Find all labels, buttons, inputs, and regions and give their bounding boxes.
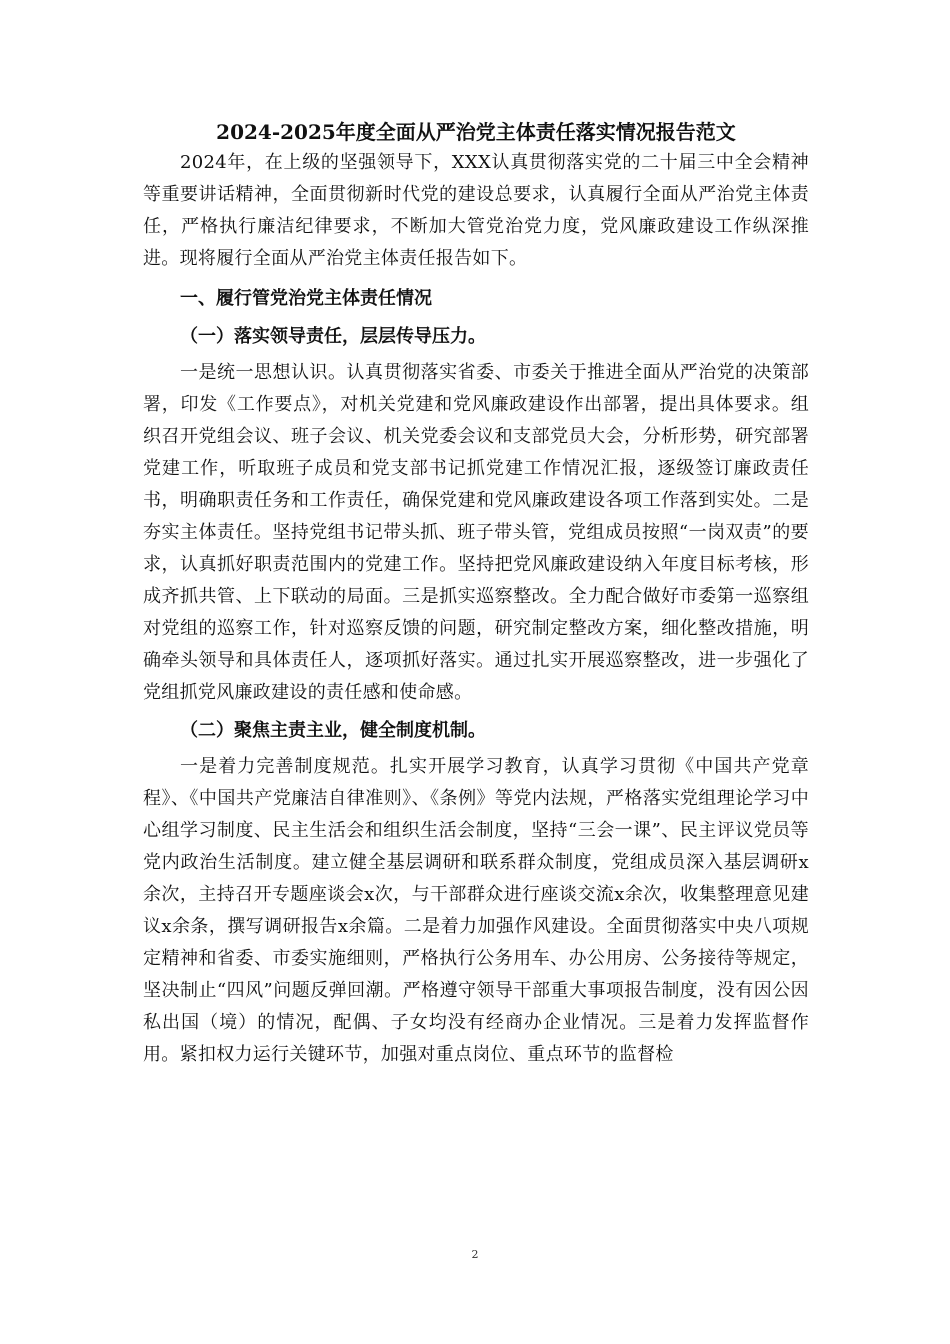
document-title: 2024-2025年度全面从严治党主体责任落实情况报告范文 (216, 120, 736, 144)
subsection-body-2: 一是着力完善制度规范。扎实开展学习教育，认真学习贯彻《中国共产党章程》、《中国共产党廉洁自律准则》、《条例》等党内法规，严格落实党组理论学习中心组学习制度、民主生活会和组织生活会制度，坚持“三会一课”、民主评议党员等党内政治生活制度。建立健全基层调研和联系群众制度，党组成员深入基层调研x余次，主持召开专题座谈会x次，与干部群众进行座谈交流x余次，收集整理意见建议x余条，撰写调研报告x余篇。二是着力加强作风建设。全面贯彻落实中央八项规定精神和省委、市委实施细则，严格执行公务用车、办公用房、公务接待等规定，坚决制止“四风”问题反弹回潮。严格遵守领导干部重大事项报告制度，没有因公因私出国（境）的情况，配偶、子女均没有经商办企业情况。三是着力发挥监督作用。紧扣权力运行关键环节，加强对重点岗位、重点环节的监督检 (143, 756, 809, 1065)
subsection-heading-2: （二）聚焦主责主业，健全制度机制。 (180, 720, 486, 741)
document-page (143, 118, 809, 1071)
page-number: 2 (471, 1248, 479, 1261)
intro-paragraph: 2024年，在上级的坚强领导下，XXX认真贯彻落实党的二十届三中全会精神等重要讲话精神，全面贯彻新时代党的建设总要求，认真履行全面从严治党主体责任，严格执行廉洁纪律要求，不断加大管党治党力度，党风廉政建设工作纵深推进。现将履行全面从严治党主体责任报告如下。 (143, 152, 809, 269)
subsection-heading-1: （一）落实领导责任，层层传导压力。 (180, 326, 486, 347)
subsection-body-1: 一是统一思想认识。认真贯彻落实省委、市委关于推进全面从严治党的决策部署，印发《工作要点》，对机关党建和党风廉政建设作出部署，提出具体要求。组织召开党组会议、班子会议、机关党委会议和支部党员大会，分析形势，研究部署党建工作，听取班子成员和党支部书记抓党建工作情况汇报，逐级签订廉政责任书，明确职责任务和工作责任，确保党建和党风廉政建设各项工作落到实处。二是夯实主体责任。坚持党组书记带头抓、班子带头管，党组成员按照“一岗双责”的要求，认真抓好职责范围内的党建工作。坚持把党风廉政建设纳入年度目标考核，形成齐抓共管、上下联动的局面。三是抓实巡察整改。全力配合做好市委第一巡察组对党组的巡察工作，针对巡察反馈的问题，研究制定整改方案，细化整改措施，明确牵头领导和具体责任人，逐项抓好落实。通过扎实开展巡察整改，进一步强化了党组抓党风廉政建设的责任感和使命感。 (143, 362, 809, 703)
section-heading-1: 一、履行管党治党主体责任情况 (180, 288, 432, 309)
